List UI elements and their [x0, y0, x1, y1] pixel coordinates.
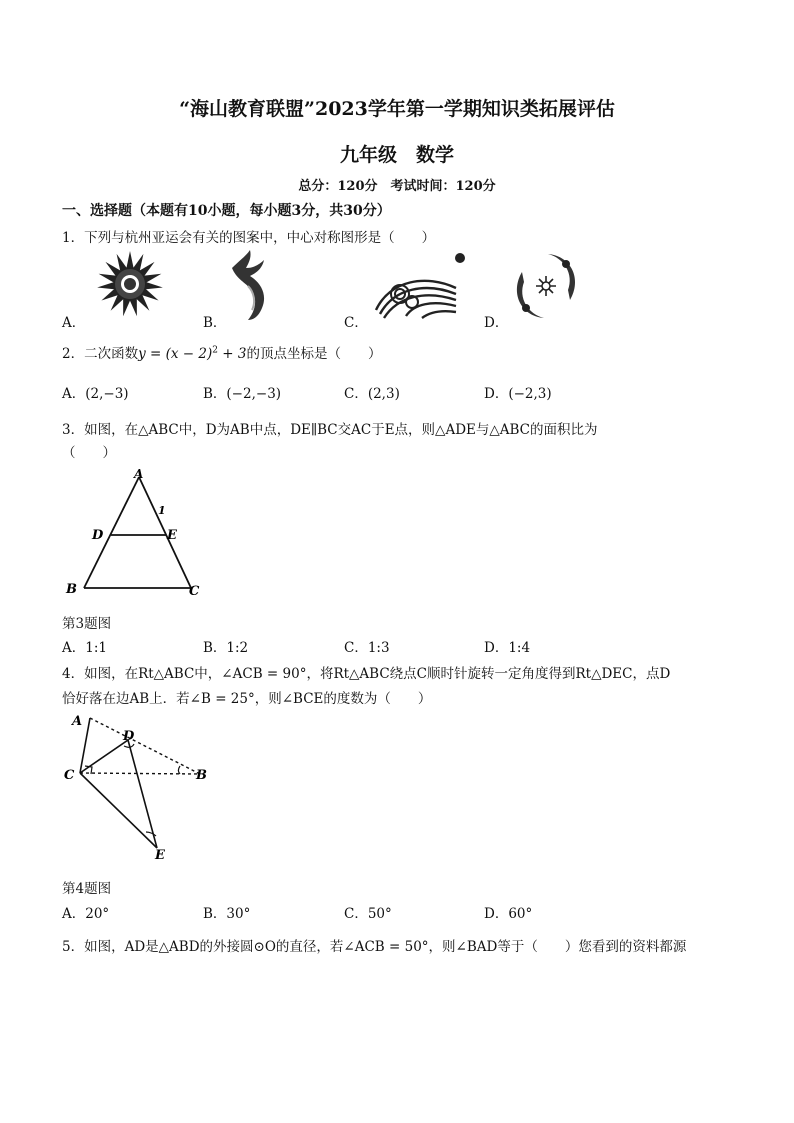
- q4-side-de: [128, 740, 157, 848]
- q4-label-c: C: [64, 768, 75, 783]
- q4-figure: [62, 708, 212, 866]
- q4-side-ab: [90, 718, 200, 774]
- q4-option-d[interactable]: D．60°: [484, 906, 533, 922]
- q4-label-d: D: [123, 729, 135, 744]
- q2-formula-b: + 3: [217, 346, 247, 362]
- exam-title: “海山教育联盟”2023学年第一学期知识类拓展评估: [179, 98, 615, 120]
- q4-side-ce: [80, 773, 157, 848]
- q4-label-e: E: [155, 848, 165, 863]
- q4-option-b[interactable]: B．30°: [203, 906, 251, 922]
- q4-option-a[interactable]: A．20°: [62, 906, 110, 922]
- q4-caption: 第4题图: [62, 881, 112, 897]
- q2-option-c[interactable]: C．(2,3): [344, 386, 400, 402]
- q4-side-cb: [80, 773, 200, 774]
- exam-info: 总分：120分 考试时间：120分: [298, 179, 496, 194]
- q3-caption: 第3题图: [62, 616, 112, 632]
- q1-option-b[interactable]: B．: [203, 315, 227, 331]
- q1-option-d[interactable]: D．: [484, 315, 509, 331]
- q4-option-c[interactable]: C．50°: [344, 906, 392, 922]
- q3-side-ac: [139, 477, 191, 588]
- q4-line2: 恰好落在边AB上．若∠B = 25°，则∠BCE的度数为（ ）: [62, 691, 432, 707]
- q1-dragon-emblem-icon: [510, 250, 582, 322]
- q1-wave-emblem-icon: [372, 250, 470, 320]
- q3-option-b[interactable]: B．1:2: [203, 640, 249, 656]
- q1-sun-emblem-icon: [88, 248, 173, 320]
- q2-option-d[interactable]: D．(−2,3): [484, 386, 552, 402]
- q4-side-cd: [80, 740, 128, 773]
- q3-option-a[interactable]: A．1:1: [62, 640, 107, 656]
- q1-text: 1．下列与杭州亚运会有关的图案中，中心对称图形是（ ）: [62, 230, 436, 246]
- q4-label-a: A: [72, 714, 83, 729]
- q2-suffix: 的顶点坐标是（ ）: [246, 346, 382, 362]
- q2-text: [62, 342, 381, 362]
- q3-label-c: C: [189, 584, 200, 599]
- q4-label-b: B: [196, 768, 207, 783]
- q3-text: 3．如图，在△ABC中，D为AB中点，DE∥BC交AC于E点，则△ADE与△ABC的面积比为: [62, 422, 598, 438]
- q3-option-c[interactable]: C．1:3: [344, 640, 390, 656]
- q1-fish-emblem-icon: [226, 246, 284, 322]
- q3-label-e: E: [167, 528, 177, 543]
- q3-label-d: D: [92, 528, 104, 543]
- q3-paren: （ ）: [62, 445, 116, 461]
- q2-formula-exp: 2: [212, 345, 218, 356]
- q3-label-b: B: [66, 582, 77, 597]
- q1-option-c[interactable]: C．: [344, 315, 368, 331]
- q3-option-d[interactable]: D．1:4: [484, 640, 531, 656]
- q4-line1: 4．如图，在Rt△ABC中，∠ACB = 90°，将Rt△ABC绕点C顺时针旋转一定角度得到Rt△DEC，点D: [62, 666, 671, 682]
- q2-prefix: 2．二次函数: [62, 346, 139, 362]
- q1-option-a[interactable]: A．: [62, 315, 86, 331]
- q2-formula-a: y = (x − 2): [138, 346, 213, 362]
- section-heading: 一、选择题（本题有10小题，每小题3分，共30分）: [62, 203, 391, 219]
- q2-option-b[interactable]: B．(−2,−3): [203, 386, 282, 402]
- q3-figure: [60, 466, 210, 600]
- q2-option-a[interactable]: A．(2,−3): [62, 386, 129, 402]
- exam-subtitle: 九年级 数学: [339, 144, 454, 166]
- q3-label-a: A: [134, 467, 144, 481]
- q3-label-mark: 1: [158, 504, 166, 517]
- q5-text: 5．如图，AD是△ABD的外接圆⊙O的直径，若∠ACB = 50°，则∠BAD等于（ ）您看到的资料都源: [62, 939, 687, 955]
